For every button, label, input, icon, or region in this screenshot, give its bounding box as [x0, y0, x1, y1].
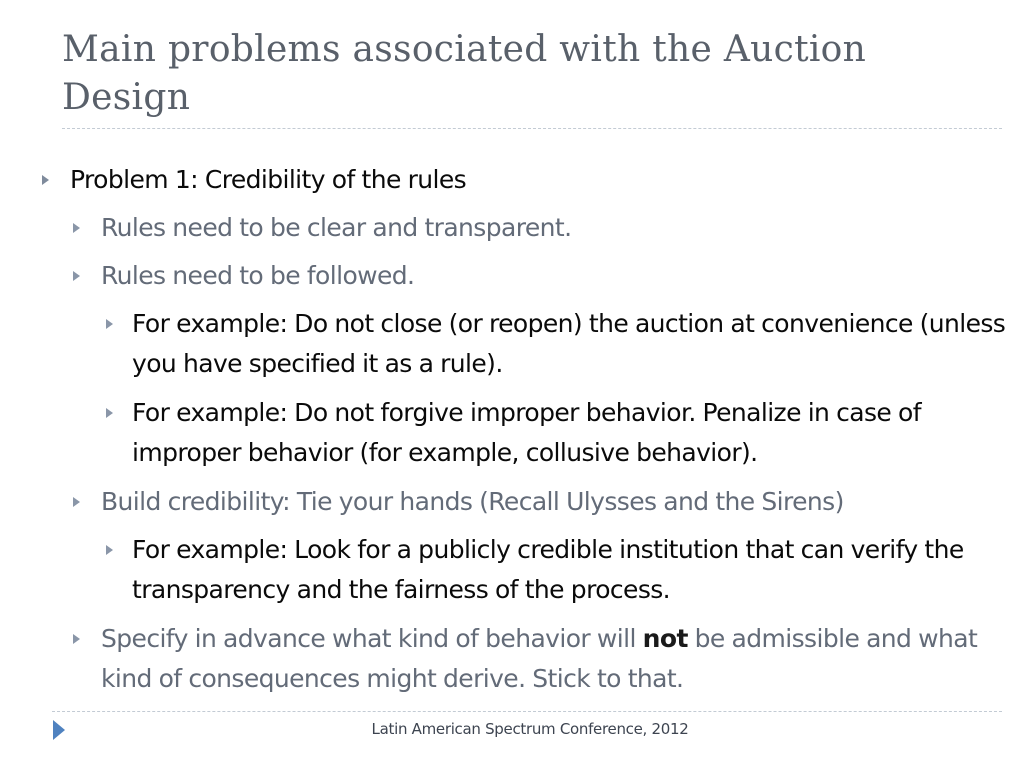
bullet-item-example-improper-behavior — [106, 393, 1006, 473]
bullet-item-clear-transparent — [73, 208, 1003, 248]
bullet-item-build-credibility — [73, 482, 1003, 522]
title-divider — [62, 128, 1002, 129]
bullet-text-emphasis: not — [642, 624, 688, 653]
bullet-item-example-close-reopen — [106, 304, 1006, 384]
bullet-triangle-icon — [73, 223, 80, 233]
bullet-triangle-icon — [73, 271, 80, 281]
bullet-text: Problem 1: Credibility of the rules — [70, 165, 467, 194]
bullet-text: Rules need to be followed. — [101, 261, 415, 290]
bullet-triangle-icon — [73, 497, 80, 507]
bullet-text: For example: Look for a publicly credible institution that can verify the transparency and the fairness of the process. — [132, 535, 964, 604]
bullet-item-example-institution — [106, 530, 1006, 610]
bullet-text-part: Specify in advance what kind of behavior will — [101, 624, 643, 653]
bullet-text: For example: Do not close (or reopen) the auction at convenience (unless you have specified it as a rule). — [132, 309, 1006, 378]
bullet-text: Build credibility: Tie your hands (Recall Ulysses and the Sirens) — [101, 487, 844, 516]
bullet-item-rules-followed — [73, 256, 1003, 296]
slide-nav-arrow-icon — [53, 720, 65, 740]
bullet-item-problem-1 — [42, 160, 1002, 200]
footer-divider — [52, 711, 1002, 712]
bullet-text — [101, 619, 1003, 699]
slide-title: Main problems associated with the Auction Design — [62, 29, 867, 118]
footer-text: Latin American Spectrum Conference, 2012 — [371, 720, 689, 738]
bullet-text-part: be admissible and what kind of consequences might derive. Stick to that. — [101, 624, 978, 693]
bullet-triangle-icon — [42, 175, 49, 185]
bullet-triangle-icon — [106, 319, 113, 329]
bullet-text: Rules need to be clear and transparent. — [101, 213, 572, 242]
bullet-item-specify-in-advance — [73, 619, 1003, 699]
bullet-triangle-icon — [73, 634, 80, 644]
bullet-triangle-icon — [106, 408, 113, 418]
bullet-triangle-icon — [106, 545, 113, 555]
bullet-text: For example: Do not forgive improper behavior. Penalize in case of improper behavior (for example, collusive behavior). — [132, 398, 921, 467]
